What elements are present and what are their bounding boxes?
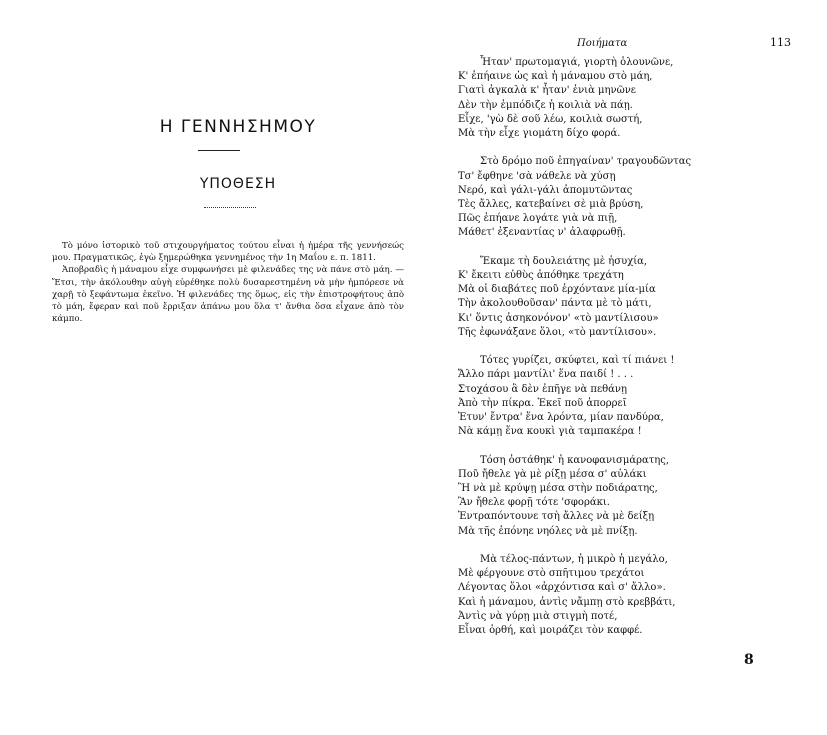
verse-line: Κ' ἔκειτι εὐθὺς ἀπόθηκε τρεχάτη [458, 270, 624, 282]
argument-text [52, 240, 404, 325]
section-divider [204, 207, 256, 208]
verse-line: Καὶ ἡ μάναμου, ἀντὶς νἄμπῃ στὸ κρεββάτι, [458, 596, 676, 608]
verse-line: Πῶς ἐπήανε λογάτε γιὰ νὰ πιῇ, [458, 213, 618, 225]
verse-line: Γιατὶ ἀγκαλὰ κ' ἦταν' ἐνιὰ μηνῶνε [458, 85, 636, 97]
stanza [458, 553, 763, 638]
stanza [458, 56, 763, 141]
verse-line: Ἐτυν' ἔντρα' ἕνα λρόντα, μίαν πανδύρα, [458, 412, 664, 424]
verse-line: Μὰ οἱ διαβάτες ποῦ ἐρχόντανε μία-μία [458, 284, 656, 296]
running-head: Ποιήματα [577, 38, 628, 49]
verse-line: Νερό, καὶ γάλι-γάλι ἀπομυτῶντας [458, 184, 633, 196]
verse-line: Εἶναι ὀρθή, καὶ μοιράζει τὸν καφφέ. [458, 625, 643, 637]
verse-line: Μὰ τῆς ἐπόνηε νηόλες νὰ μὲ πνίξῃ. [458, 525, 638, 537]
verse-line: Λέγοντας ὅλοι «ἀρχόντισα καὶ σ' ἄλλο». [458, 582, 666, 594]
verse-line: Ἔκαμε τὴ δουλειάτης μὲ ἡσυχία, [480, 255, 648, 267]
verse-line: Μάθετ' ἐξεναντίας ν' ἀλαφρωθῇ. [458, 227, 626, 239]
argument-paragraph: Ἀποβραδὶς ἡ μάναμου εἶχε συμφωνήσει μὲ φιλενάδες της νὰ πάνε στὸ μάη. —Ἔτσι, τὴν ἀκόλουθην αὐγὴ εὑρέθηκε πολὺ δυσαρεστημένη νὰ μὴν ἠμπόρεσε νὰ χαρῇ τὸ ξεφάντωμα ἐκεῖνο. Ἡ φιλενάδες της ὅμως, εἰς τὴν ἐπιστροφήτους ἀπὸ τὸ μάη, ἔφεραν καὶ ποῦ ἔρριξαν ἀπάνω μου ὅλα τ' ἄνθια ὅσα εἶχανε ἀπὸ τὸν κάμπο. [52, 265, 404, 325]
verse-line: Τὴν ἀκολουθοῦσαν' πάντα μὲ τὸ μάτι, [458, 298, 652, 310]
verse-line: Ἢ νὰ μὲ κρύψῃ μέσα στὴν ποδιάρατης, [458, 483, 658, 495]
verse-line: Ποῦ ἤθελε γὰ μὲ ρίξῃ μέσα σ' αὐλάκι [458, 468, 647, 480]
page-number: 113 [770, 36, 791, 49]
verse-line: Εἶχε, 'γὼ δὲ σοῦ λέω, κοιλιὰ σωστή, [458, 113, 643, 125]
verse-line: Ἄλλο πάρι μαντίλι' ἕνα παιδί ! . . . [458, 369, 634, 381]
poem-title: Η ΓΕΝΝΗΣΗΜΟΥ [159, 117, 317, 137]
verse-line: Κι' ὅντις ἀσηκονόνον' «τὸ μαντίλισου» [458, 312, 659, 324]
verse-line: Ἀντὶς νὰ γύρῃ μιὰ στιγμὴ ποτέ, [458, 610, 618, 622]
verse-line: Νὰ κάμῃ ἕνα κουκὶ γιὰ ταμπακέρα ! [458, 426, 642, 438]
verse-line: Μὰ τέλος-πάντων, ἡ μικρὸ ἡ μεγάλο, [480, 554, 668, 566]
verse-line: Τὲς ἄλλες, κατεβαίνει σὲ μιὰ βρύση, [458, 199, 644, 211]
stanza [458, 255, 763, 340]
verse-line: Τότες γυρίζει, σκύφτει, καὶ τί πιάνει ! [480, 355, 675, 367]
stanza [458, 454, 763, 539]
verse-line: Τῆς ἐφωνάξανε ὅλοι, «τὸ μαντίλισου». [458, 326, 657, 338]
argument-paragraph: Τὸ μόνο ἱστορικὸ τοῦ στιχουργήματος τούτου εἶναι ἡ ἡμέρα τῆς γεννήσεώς μου. Πραγματικῶς, ἐγὼ ξημερώθηκα γεννημένος τὴν 1η Μαΐου ε. π. 1811. [52, 241, 404, 264]
verse-line: Ἦταν' πρωτομαγιά, γιορτὴ ὁλουνῶνε, [480, 57, 674, 68]
verse-line: Τόση ὀστάθηκ' ἡ κανοφανισμάρατης, [480, 454, 670, 466]
verse-line: Ἐντραπόντουνε τσὴ ἄλλες νὰ μὲ δείξῃ [458, 511, 655, 523]
stanza [458, 155, 763, 240]
verse-line: Τσ' ἔφθηνε 'σὰ νάθελε νὰ χύσῃ [458, 170, 616, 182]
verse-line: Ἀπὸ τὴν πίκρα. Ἐκεῖ ποῦ ἀπορρεῖ [458, 397, 627, 409]
verse-line: Μὰ τὴν εἶχε γιομάτη δίχο φορά. [458, 128, 621, 140]
verse-line: Στοχάσου ἂ δὲν ἐπῆγε νὰ πεθάνῃ [458, 383, 627, 395]
stanza [458, 354, 763, 439]
verse-line: Κ' ἐπήαινε ὡς καὶ ἡ μάναμου στὸ μάη, [458, 71, 653, 83]
verse-line: Μὲ φέργουνε στὸ σπῆτιμου τρεχάτοι [458, 568, 645, 580]
poem-body [458, 56, 763, 638]
verse-line: Δὲν τὴν ἐμπόδιζε ἡ κοιλιὰ νὰ πάῃ. [458, 99, 633, 111]
verse-line: Στὸ δρόμο ποῦ ἐπηγαίναν' τραγουδῶντας [480, 156, 692, 168]
verse-line: Ἂν ἤθελε φορῇ τότε 'σφοράκι. [458, 497, 610, 509]
right-page [440, 0, 827, 735]
section-heading: ΥΠΟΘΕΣΗ [199, 176, 277, 192]
signature-mark: 8 [744, 652, 754, 668]
title-divider [198, 150, 240, 151]
